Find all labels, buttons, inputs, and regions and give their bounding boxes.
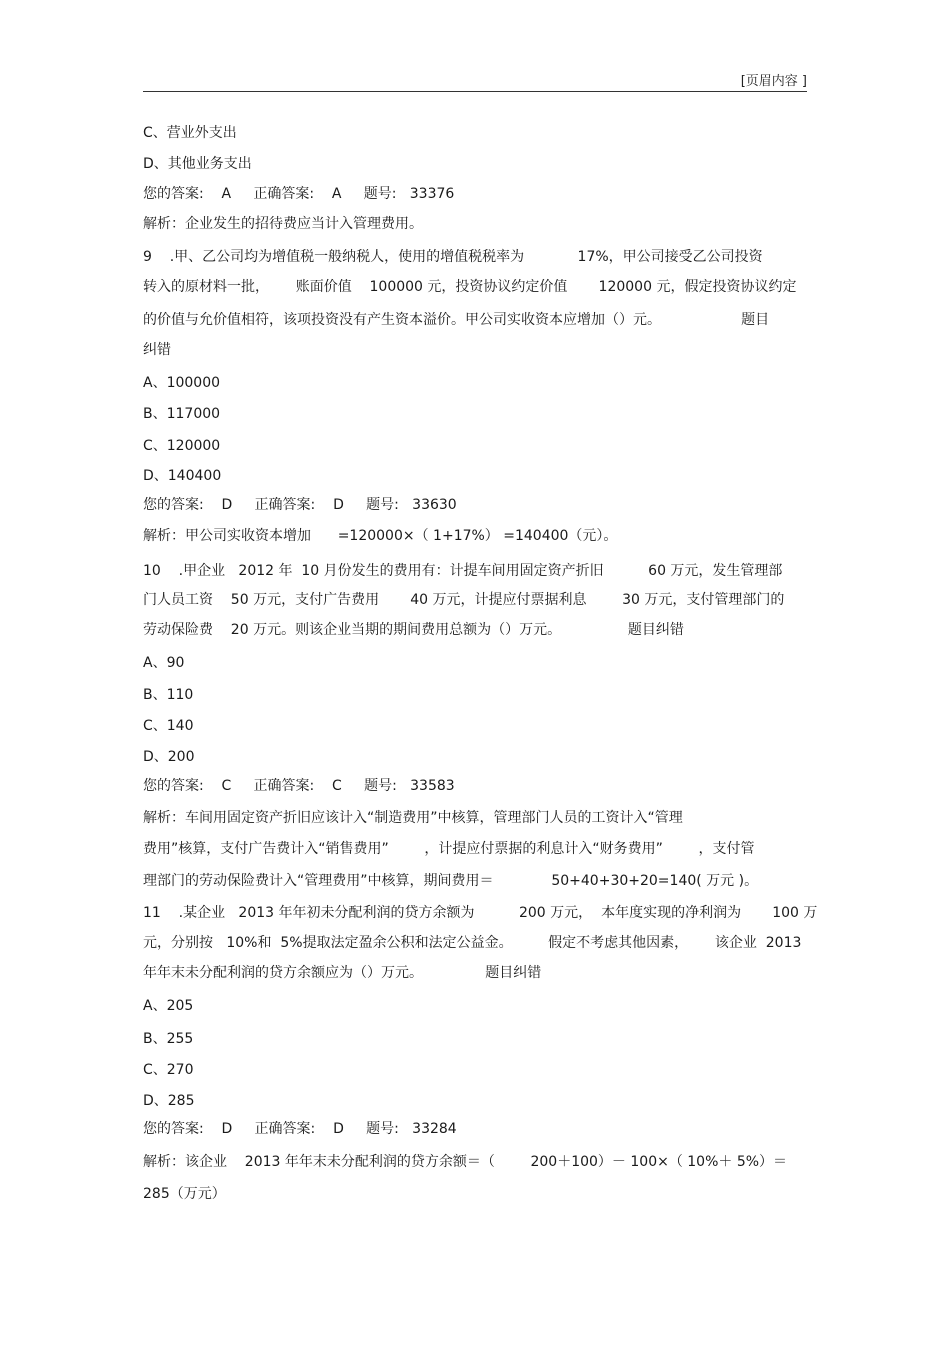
option-b-text: B、117000	[143, 406, 221, 422]
question-11-line-2: 元，分别按 10%和 5%提取法定盈余公积和法定公益金。 假定不考虑其他因素， 该企业 2013	[143, 935, 802, 951]
question-11-line-1: 11 .某企业 2013 年年初未分配利润的贷方余额为 200 万元， 本年度实现的净利润为 100 万	[143, 905, 818, 921]
option-a-text: A、100000	[143, 375, 221, 391]
question-9-line-4: 纠错	[143, 342, 171, 358]
option-c-text: C、270	[143, 1062, 194, 1078]
question-10-line-2: 门人员工资 50 万元，支付广告费用 40 万元，计提应付票据利息 30 万元，支付管理部门的	[143, 592, 785, 608]
question-10-line-3: 劳动保险费 20 万元。则该企业当期的期间费用总额为（）万元。 题目纠错	[143, 622, 684, 638]
option-d-text: D、140400	[143, 468, 222, 484]
question-9-line-1: 9 .甲、乙公司均为增值税一般纳税人，使用的增值税税率为 17%，甲公司接受乙公司投资	[143, 249, 763, 265]
question-9-line-2: 转入的原材料一批， 账面价值 100000 元，投资协议约定价值 120000 元，假定投资协议约定	[143, 279, 797, 295]
analysis-line: 285（万元）	[143, 1186, 226, 1202]
analysis-line: 理部门的劳动保险费计入“管理费用”中核算，期间费用＝ 50+40+30+20=140( 万元 )。	[143, 873, 759, 889]
answer-line: 您的答案: C 正确答案: C 题号: 33583	[143, 778, 455, 794]
analysis-line: 解析：企业发生的招待费应当计入管理费用。	[143, 216, 423, 232]
answer-line: 您的答案: A 正确答案: A 题号: 33376	[143, 186, 455, 202]
question-10-line-1: 10 .甲企业 2012 年 10 月份发生的费用有：计提车间用固定资产折旧 60 万元，发生管理部	[143, 563, 783, 579]
option-b-text: B、255	[143, 1031, 194, 1047]
analysis-line: 解析：该企业 2013 年年末未分配利润的贷方余额＝（ 200＋100）－ 100×（ 10%＋ 5%）＝	[143, 1154, 788, 1170]
question-9-line-3: 的价值与允价值相符，该项投资没有产生资本溢价。甲公司实收资本应增加（）元。 题目	[143, 312, 770, 328]
page-header-label: [页眉内容 ]	[740, 74, 807, 89]
question-11-line-3: 年年末未分配利润的贷方余额应为（）万元。 题目纠错	[143, 965, 542, 981]
option-d-text: D、其他业务支出	[143, 156, 252, 172]
option-a-text: A、90	[143, 655, 185, 671]
header-divider	[143, 91, 807, 92]
answer-line: 您的答案: D 正确答案: D 题号: 33630	[143, 497, 457, 513]
option-c-text: C、营业外支出	[143, 125, 237, 141]
option-c-text: C、140	[143, 718, 194, 734]
analysis-line: 解析：甲公司实收资本增加 =120000×（ 1+17%） =140400（元）。	[143, 528, 618, 544]
analysis-line: 解析：车间用固定资产折旧应该计入“制造费用”中核算，管理部门人员的工资计入“管理	[143, 810, 683, 826]
option-b-text: B、110	[143, 687, 194, 703]
answer-line: 您的答案: D 正确答案: D 题号: 33284	[143, 1121, 457, 1137]
option-d-text: D、200	[143, 749, 195, 765]
analysis-line: 费用”核算，支付广告费计入“销售费用” ，计提应付票据的利息计入“财务费用” ，支付管	[143, 841, 755, 857]
option-a-text: A、205	[143, 998, 194, 1014]
option-d-text: D、285	[143, 1093, 195, 1109]
option-c-text: C、120000	[143, 438, 221, 454]
